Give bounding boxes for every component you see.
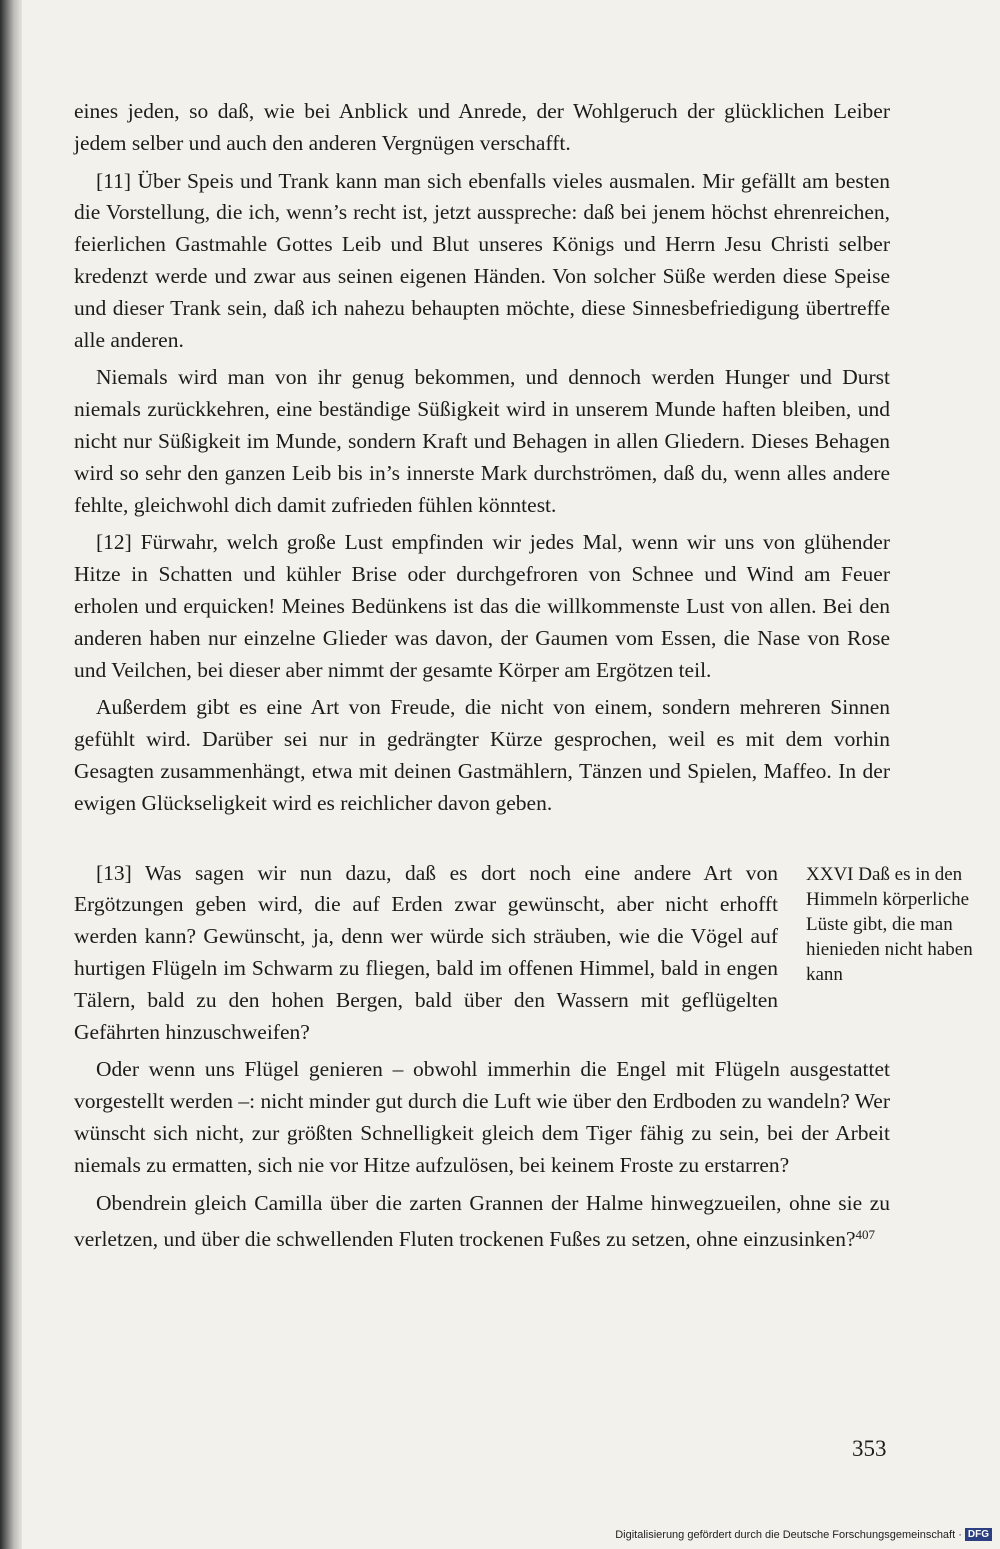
paragraph: eines jeden, so daß, wie bei Anblick und Anrede, der Wohlgeruch der glücklichen Leiber jedem selber und auch den anderen Vergnügen verschafft. [74, 99, 890, 155]
section-gap [74, 826, 890, 858]
paragraph: [11] Über Speis und Trank kann man sich ebenfalls vieles ausmalen. Mir gefällt am besten die Vorstellung, die ich, wenn’s recht ist, jetzt ausspreche: daß bei jenem höchst ehrenreichen, feierlichen Gastmahle Gottes Leib und Blut unseres Königs und Herrn Jesu Christi selber kredenzt werde und zwar aus seinen eigenen Händen. Von solcher Süße werden diese Speise und dieser Trank sein, daß ich nahezu behaupten möchte, diese Sinnesbefriedigung übertreffe alle anderen. [74, 168, 890, 352]
paragraph-13-block [74, 858, 973, 1049]
marginal-note: XXVI Daß es in den Himmeln körperliche Lüste gibt, die man hienieden nicht haben kann [806, 863, 973, 985]
main-text [74, 96, 973, 1256]
paragraph: [13] Was sagen wir nun dazu, daß es dort noch eine andere Art von Ergötzungen geben wird, die auf Erden zwar gewünscht, aber nicht erhofft werden kann? Gewünscht, ja, denn wer würde sich sträuben, wie die Vögel auf hurtigen Flügeln im Schwarm zu fliegen, bald im offenen Himmel, bald in engen Tälern, bald zu den hohen Bergen, bald über den Wassern mit geflügelten Gefährten hinzuschweifen? [74, 860, 778, 1044]
dfg-logo: DFG [965, 1528, 992, 1541]
paragraph: Außerdem gibt es eine Art von Freude, die nicht von einem, sondern mehreren Sinnen gefühlt wird. Darüber sei nur in gedrängter Kürze gesprochen, weil es mit dem vorhin Gesagten zusammenhängt, etwa mit deinen Gastmählern, Tänzen und Spielen, Maffeo. In der ewigen Glückseligkeit wird es reichlicher davon geben. [74, 695, 890, 815]
footnote-reference[interactable]: 407 [855, 1227, 875, 1243]
paragraph-last [74, 1188, 890, 1257]
paragraph: [12] Fürwahr, welch große Lust empfinden wir jedes Mal, wenn wir uns von glühender Hitze in Schatten und kühler Brise oder durchgefroren von Schnee und Wind am Feuer erholen und erquicken! Meines Bedünkens ist das die willkommenste Lust von allen. Bei den anderen haben nur einzelne Glieder was davon, der Gaumen vom Essen, die Nase von Rose und Veilchen, bei dieser aber nimmt der gesamte Körper am Ergötzen teil. [74, 530, 890, 682]
paragraph: Oder wenn uns Flügel genieren – obwohl immerhin die Engel mit Flügeln ausgestattet vorgestellt werden –: nicht minder gut durch die Luft wie über den Erdboden zu wandeln? Wer wünscht sich nicht, zur größten Schnelligkeit gleich dem Tiger fähig zu sein, bei der Arbeit niemals zu ermatten, sich nie vor Hitze aufzulösen, bei keinem Froste zu erstarren? [74, 1057, 891, 1177]
page-body [74, 96, 973, 1262]
book-spine-shadow [0, 0, 22, 1549]
funding-text: Digitalisierung gefördert durch die Deutsche Forschungsgemeinschaft · [615, 1528, 962, 1541]
paragraph-text: Obendrein gleich Camilla über die zarten Grannen der Halme hinwegzueilen, ohne sie zu verletzen, und über die schwellenden Fluten trockenen Fußes zu setzen, ohne einzusinken? [74, 1190, 890, 1252]
funding-footer [615, 1528, 992, 1541]
page-number: 353 [852, 1436, 887, 1461]
paragraph: Niemals wird man von ihr genug bekommen, und dennoch werden Hunger und Durst niemals zurückkehren, eine beständige Süßigkeit wird in unserem Munde haften bleiben, und nicht nur Süßigkeit im Munde, sondern Kraft und Behagen in allen Gliedern. Dieses Behagen wird so sehr den ganzen Leib bis in’s innerste Mark durchströmen, daß du, wenn alles andere fehlte, gleichwohl dich damit zufrieden fühlen könntest. [74, 365, 890, 517]
